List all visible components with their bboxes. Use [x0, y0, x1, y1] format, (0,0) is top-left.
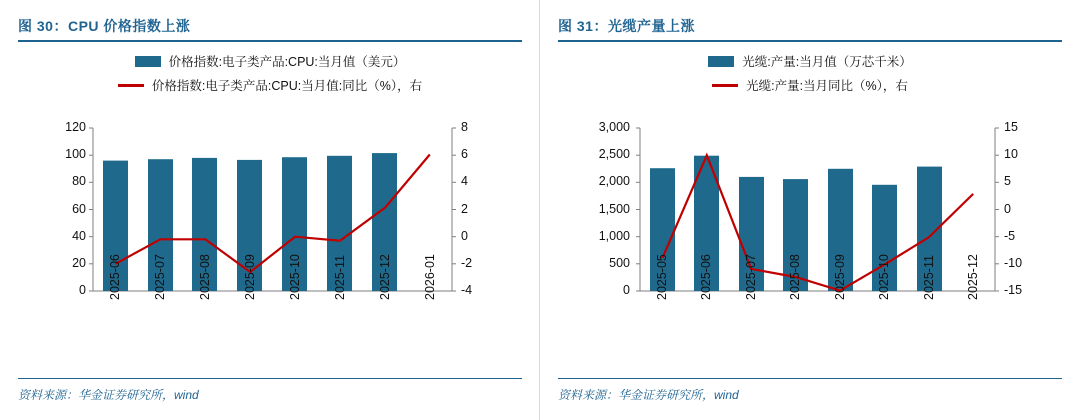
y-axis-tick-label: 1,000	[598, 229, 630, 243]
x-axis-tick-label: 2025-09	[833, 254, 847, 300]
x-axis-tick-label: 2025-06	[699, 254, 713, 300]
chart-panel-31	[540, 0, 1080, 420]
y-axis-tick-label: 60	[72, 202, 86, 216]
legend-item-line	[118, 76, 422, 94]
x-axis-tick-label: 2025-12	[966, 254, 980, 300]
y2-axis-tick-label: -10	[1004, 256, 1023, 270]
source-value: 华金证券研究所，wind	[78, 388, 199, 402]
x-axis-tick-label: 2025-06	[108, 254, 122, 300]
x-axis-tick-label: 2025-08	[198, 254, 212, 300]
x-axis-tick-label: 2025-08	[788, 254, 802, 300]
legend-bar-swatch-icon	[135, 56, 161, 67]
y-axis-tick-label: 100	[65, 147, 86, 161]
y2-axis-tick-label: -5	[1004, 229, 1016, 243]
y-axis-tick-label: 2,000	[598, 174, 630, 188]
title-divider	[18, 40, 522, 42]
legend-line-label: 价格指数:电子类产品:CPU:当月值:同比（%），右	[151, 79, 423, 93]
page-title: 图 30：CPU 价格指数上涨	[18, 18, 191, 34]
legend-line-swatch-icon	[712, 84, 738, 87]
y2-axis-tick-label: 5	[1004, 174, 1011, 188]
x-axis-tick-label: 2026-01	[423, 254, 437, 300]
y2-axis-tick-label: -15	[1004, 283, 1023, 297]
legend-bar-label: 价格指数:电子类产品:CPU:当月值（美元）	[168, 55, 406, 69]
plot-area-30	[0, 118, 540, 318]
title-divider	[558, 40, 1062, 42]
source-value: 华金证券研究所，wind	[618, 388, 739, 402]
y-axis-tick-label: 80	[72, 174, 86, 188]
source-note	[18, 386, 199, 403]
y-axis-tick-label: 40	[72, 229, 86, 243]
source-note	[558, 386, 739, 403]
source-divider	[18, 378, 522, 379]
y-axis-tick-label: 2,500	[598, 147, 630, 161]
plot-area-31	[540, 118, 1080, 318]
legend-item-line	[712, 76, 908, 94]
y-axis-tick-label: 0	[79, 283, 86, 297]
y2-axis-tick-label: 6	[461, 147, 468, 161]
legend-line-swatch-icon	[118, 84, 144, 87]
y2-axis-tick-label: 8	[461, 120, 468, 134]
y-axis-tick-label: 0	[623, 283, 630, 297]
x-axis-tick-label: 2025-05	[655, 254, 669, 300]
y2-axis-tick-label: 4	[461, 174, 468, 188]
x-axis-tick-label: 2025-10	[877, 254, 891, 300]
legend-bar-label: 光缆:产量:当月值（万芯千米）	[742, 55, 912, 69]
x-axis-tick-label: 2025-11	[922, 255, 936, 300]
y-axis-tick-label: 500	[609, 256, 630, 270]
y2-axis-tick-label: -4	[461, 283, 473, 297]
source-label: 资料来源：	[558, 388, 619, 402]
y2-axis-tick-label: -2	[461, 256, 473, 270]
y2-axis-tick-label: 0	[461, 229, 468, 243]
legend-item-bar	[708, 52, 911, 70]
chart-legend	[540, 52, 1080, 94]
x-axis-tick-label: 2025-10	[288, 254, 302, 300]
page-title: 图 31：光缆产量上涨	[558, 18, 695, 34]
x-axis-tick-label: 2025-07	[153, 254, 167, 300]
y-axis-tick-label: 3,000	[598, 120, 630, 134]
panel-title-bar	[558, 12, 1062, 40]
chart-legend	[0, 52, 540, 94]
y-axis-tick-label: 120	[65, 120, 86, 134]
y-axis-tick-label: 1,500	[598, 202, 630, 216]
legend-bar-swatch-icon	[708, 56, 734, 67]
y2-axis-tick-label: 2	[461, 202, 468, 216]
source-divider	[558, 378, 1062, 379]
source-label: 资料来源：	[18, 388, 79, 402]
legend-line-label: 光缆:产量:当月同比（%），右	[746, 79, 908, 93]
y2-axis-tick-label: 15	[1004, 120, 1018, 134]
x-axis-tick-label: 2025-07	[744, 254, 758, 300]
y2-axis-tick-label: 10	[1004, 147, 1018, 161]
panel-title-bar	[18, 12, 522, 40]
legend-item-bar	[135, 52, 406, 70]
x-axis-tick-label: 2025-09	[243, 254, 257, 300]
x-axis-tick-label: 2025-12	[378, 254, 392, 300]
x-axis-tick-label: 2025-11	[333, 255, 347, 300]
y-axis-tick-label: 20	[72, 256, 86, 270]
y2-axis-tick-label: 0	[1004, 202, 1011, 216]
